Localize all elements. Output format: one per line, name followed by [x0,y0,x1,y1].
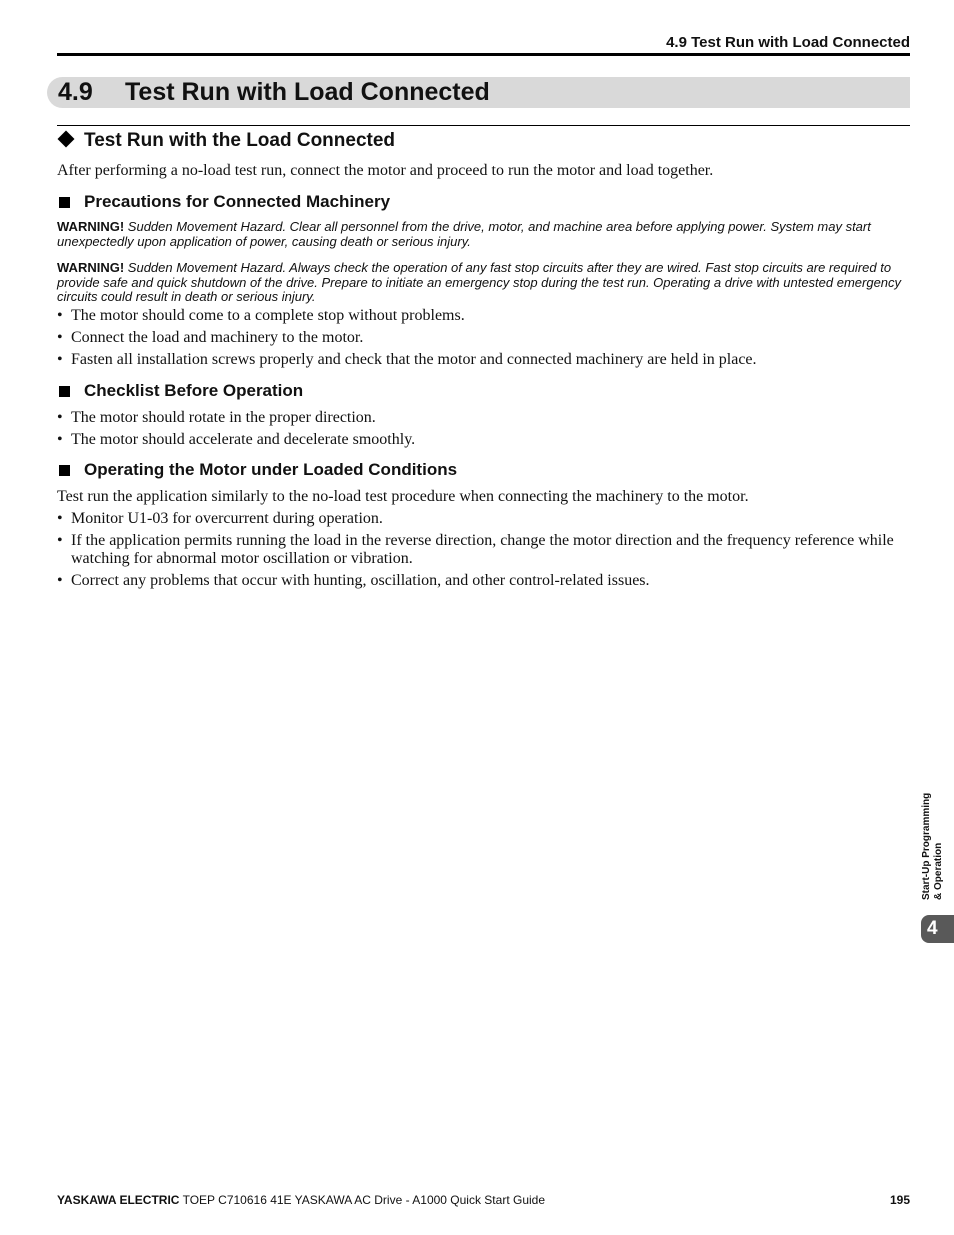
precautions-heading [57,191,390,213]
footer-doc: TOEP C710616 41E YASKAWA AC Drive - A1000 Quick Start Guide [182,1193,546,1207]
list-item: • If the application permits running the load in the reverse direction, change the motor direction and the frequency reference while watching for abnormal motor oscillation or vibration. [57,532,910,568]
checklist-heading [57,380,303,402]
running-header: 4.9 Test Run with Load Connected [666,34,910,51]
subsection-heading [57,129,395,153]
header-rule [57,53,910,56]
list-item: • The motor should rotate in the proper direction. [57,409,910,427]
diamond-bullet-icon [58,131,75,148]
side-tab-label [921,780,951,900]
precautions-title: Precautions for Connected Machinery [84,192,391,211]
warning-2 [57,261,910,305]
loaded-list [57,510,910,594]
list-item: • Fasten all installation screws properly and check that the motor and connected machinery are held in place. [57,351,910,369]
precautions-list [57,307,910,373]
footer [57,1193,545,1207]
list-item: • The motor should accelerate and decelerate smoothly. [57,431,910,449]
page-number: 195 [889,1193,910,1207]
warning-label: WARNING! [57,219,125,234]
section-title: Test Run with Load Connected [125,78,490,106]
warning-1 [57,220,910,249]
subsection-intro: After performing a no-load test run, connect the motor and proceed to run the motor and load together. [57,162,714,179]
chapter-tab: 4 [921,915,954,943]
side-tab-line-2: & Operation [933,842,944,900]
square-bullet-icon [59,386,70,397]
list-item: • The motor should come to a complete stop without problems. [57,307,910,325]
warning-text: Sudden Movement Hazard. Always check the operation of any fast stop circuits after they are wired. Fast stop circuits are required to provide safe and quick shutdown of the drive. Prepare to initiate an emergency stop during the test run. Operating a drive with untested emergency circuits could result in death or serious injury. [57,260,902,304]
warning-label: WARNING! [57,260,125,275]
loaded-intro: Test run the application similarly to the no-load test procedure when connecting the machinery to the motor. [57,488,749,505]
checklist-list [57,409,910,453]
footer-brand: YASKAWA ELECTRIC [57,1193,180,1207]
list-item: • Correct any problems that occur with hunting, oscillation, and other control-related issues. [57,572,910,590]
square-bullet-icon [59,197,70,208]
list-item: • Monitor U1-03 for overcurrent during operation. [57,510,910,528]
subsection-title: Test Run with the Load Connected [84,130,396,151]
section-rule [57,125,910,126]
square-bullet-icon [59,465,70,476]
checklist-title: Checklist Before Operation [84,381,304,400]
loaded-heading [57,459,457,481]
list-item: • Connect the load and machinery to the motor. [57,329,910,347]
warning-text: Sudden Movement Hazard. Clear all personnel from the drive, motor, and machine area before applying power. System may start unexpectedly upon application of power, causing death or serious injury. [57,219,871,249]
loaded-title: Operating the Motor under Loaded Conditions [84,460,458,479]
side-tab-line-1: Start-Up Programming [921,792,932,900]
section-number: 4.9 [58,78,93,106]
